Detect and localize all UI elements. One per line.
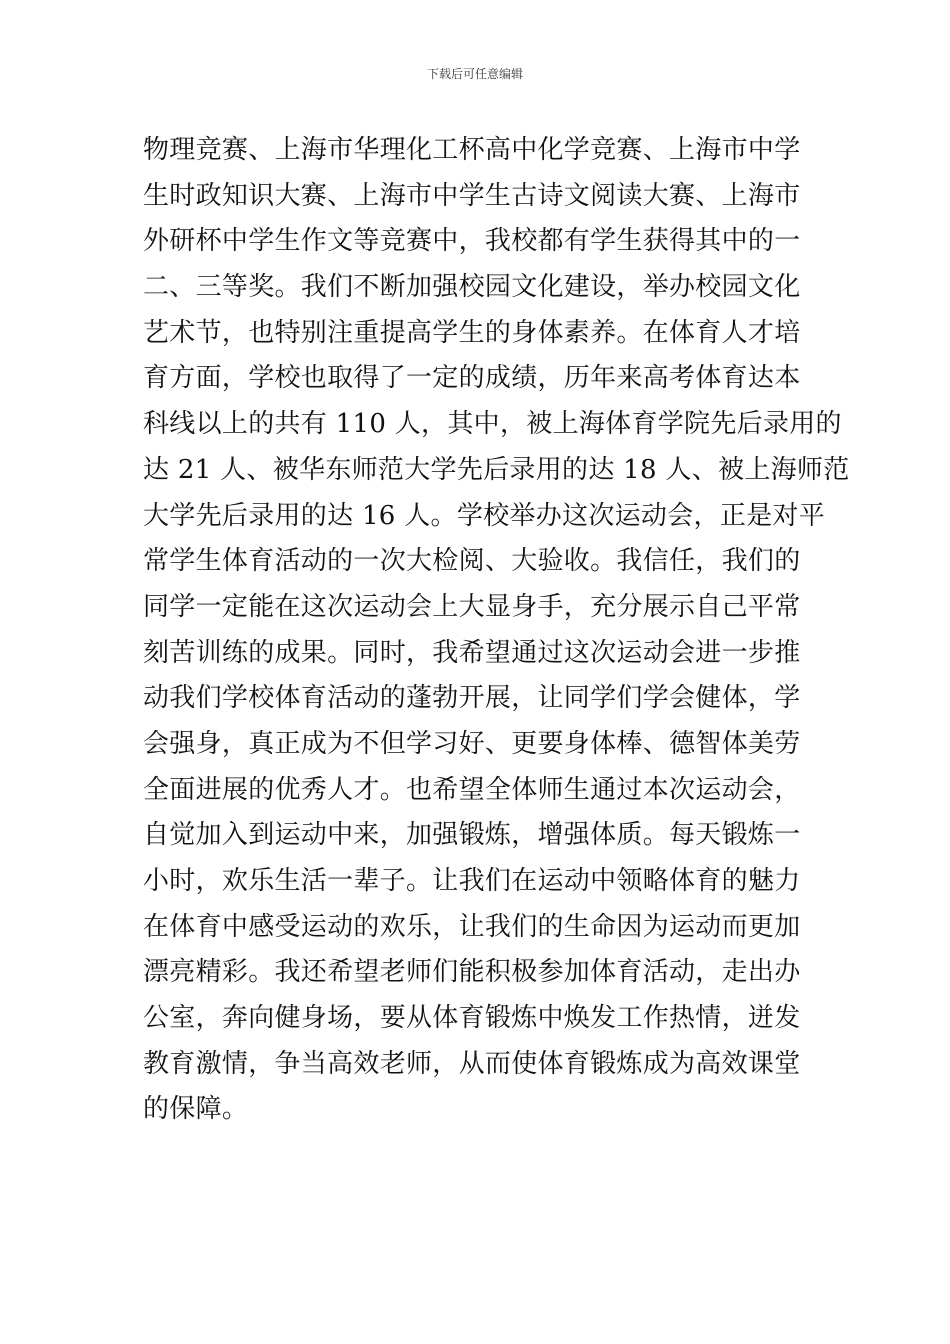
paragraph-line: 科线以上的共有 110 人，其中，被上海体育学院先后录用的 <box>143 409 842 440</box>
paragraph-line: 同学一定能在这次运动会上大显身手，充分展示自己平常 <box>143 591 801 622</box>
paragraph-line: 二、三等奖。我们不断加强校园文化建设，举办校园文化 <box>143 272 801 303</box>
paragraph-line: 全面进展的优秀人才。也希望全体师生通过本次运动会， <box>143 774 801 805</box>
paragraph-line: 达 21 人、被华东师范大学先后录用的达 18 人、被上海师范 <box>143 454 850 485</box>
paragraph-line: 外研杯中学生作文等竞赛中，我校都有学生获得其中的一 <box>143 226 801 257</box>
paragraph-line: 的保障。 <box>143 1094 249 1125</box>
paragraph-line: 教育激情，争当高效老师，从而使体育锻炼成为高效课堂 <box>143 1048 801 1079</box>
paragraph-line: 大学先后录用的达 16 人。学校举办这次运动会，正是对平 <box>143 500 826 531</box>
body-text <box>143 128 850 1133</box>
page-header: 下载后可任意编辑 <box>426 67 523 81</box>
paragraph-line: 自觉加入到运动中来，加强锻炼，增强体质。每天锻炼一 <box>143 820 801 851</box>
paragraph-line: 生时政知识大赛、上海市中学生古诗文阅读大赛、上海市 <box>143 180 801 211</box>
paragraph-line: 公室，奔向健身场，要从体育锻炼中焕发工作热情，迸发 <box>143 1003 801 1034</box>
paragraph-line: 物理竞赛、上海市华理化工杯高中化学竞赛、上海市中学 <box>143 135 801 165</box>
paragraph-line: 刻苦训练的成果。同时，我希望通过这次运动会进一步推 <box>143 637 801 668</box>
paragraph-line: 在体育中感受运动的欢乐，让我们的生命因为运动而更加 <box>143 911 801 942</box>
paragraph-line: 会强身，真正成为不但学习好、更要身体棒、德智体美劳 <box>143 728 801 759</box>
paragraph-line: 艺术节，也特别注重提高学生的身体素养。在体育人才培 <box>143 317 801 348</box>
paragraph-line: 小时，欢乐生活一辈子。让我们在运动中领略体育的魅力 <box>143 866 801 896</box>
paragraph-line: 漂亮精彩。我还希望老师们能积极参加体育活动，走出办 <box>143 957 801 988</box>
paragraph-line: 育方面，学校也取得了一定的成绩，历年来高考体育达本 <box>143 363 801 394</box>
paragraph-line: 常学生体育活动的一次大检阅、大验收。我信任，我们的 <box>143 546 801 577</box>
paragraph-line: 动我们学校体育活动的蓬勃开展，让同学们学会健体，学 <box>143 683 801 714</box>
